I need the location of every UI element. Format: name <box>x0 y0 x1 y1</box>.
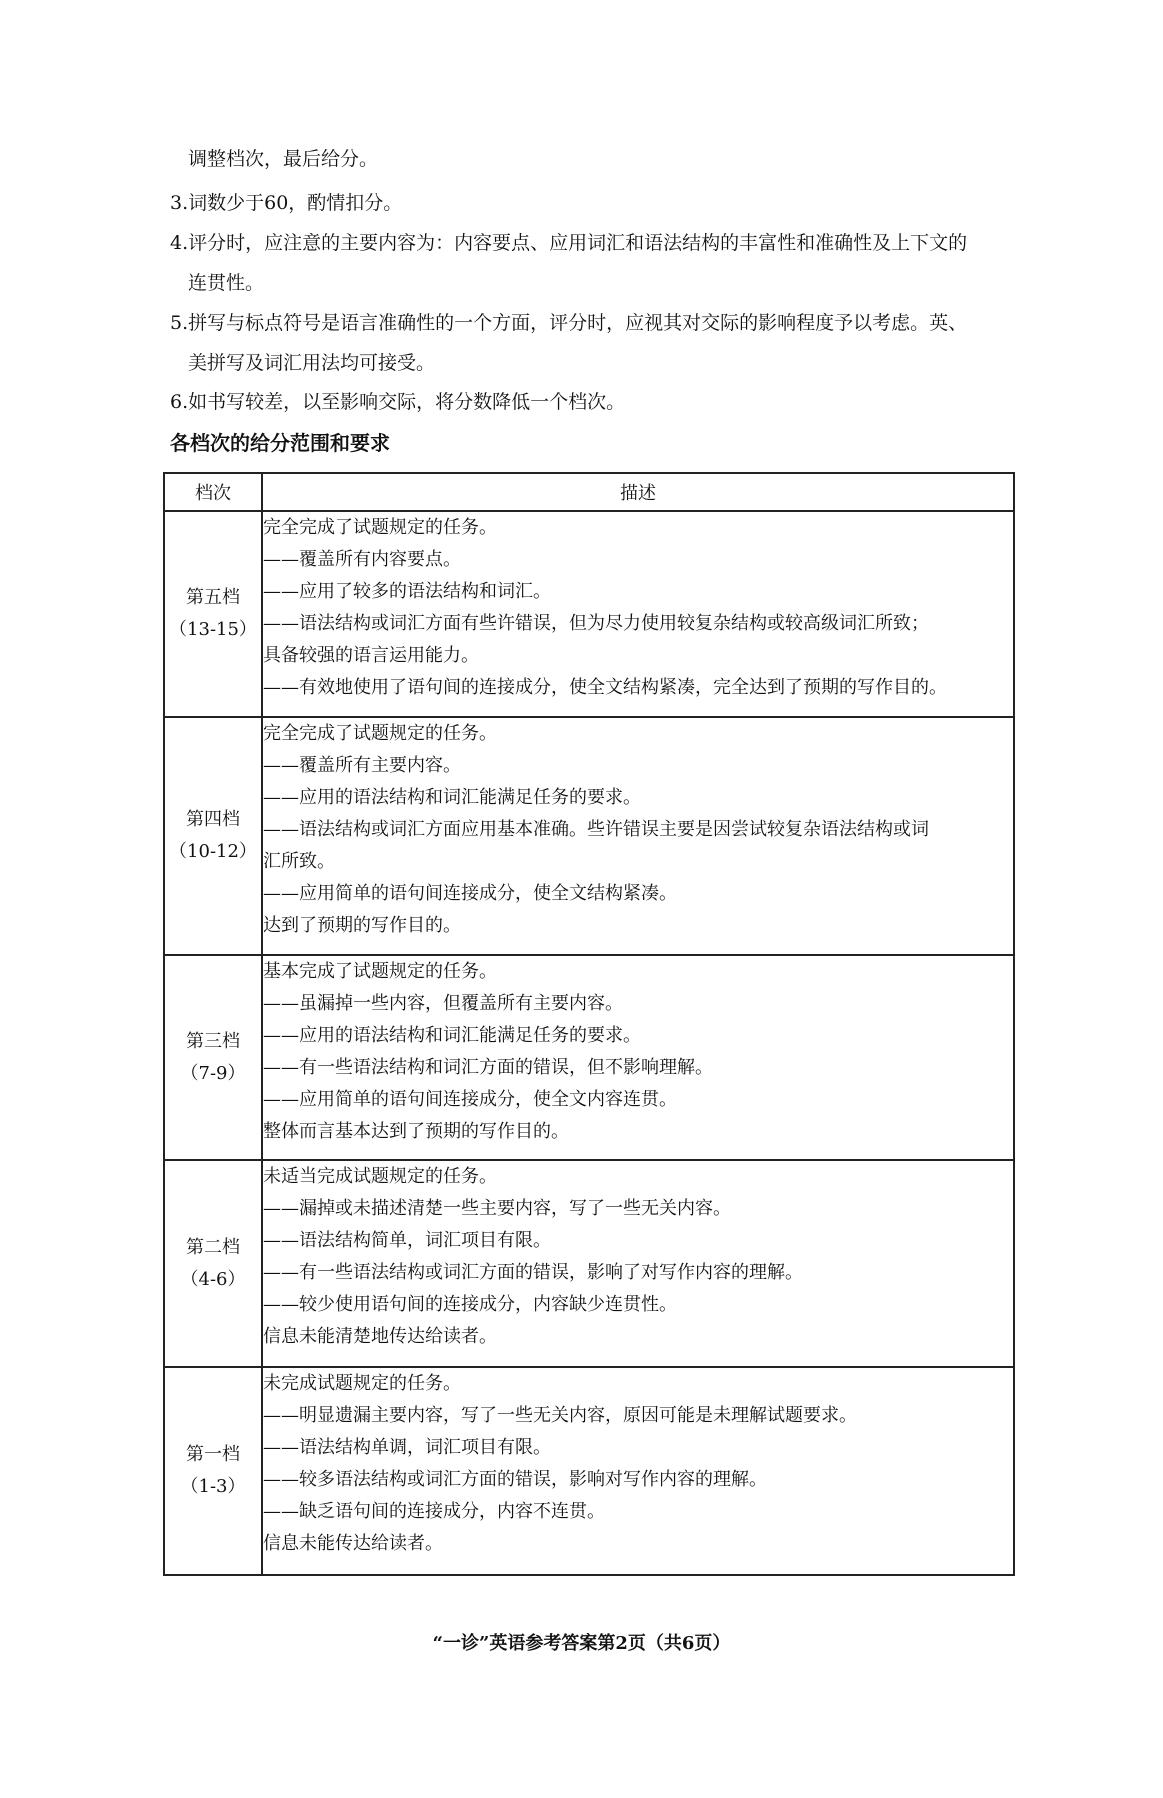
rubric-table <box>163 472 1015 1576</box>
description-line: ——有效地使用了语句间的连接成分，使全文结构紧凑，完全达到了预期的写作目的。 <box>263 677 947 698</box>
intro-line: 4.评分时，应注意的主要内容为：内容要点、应用词汇和语法结构的丰富性和准确性及上下文的 <box>170 232 968 254</box>
intro-line: 3.词数少于60，酌情扣分。 <box>170 192 403 214</box>
description-line: ——覆盖所有内容要点。 <box>263 549 461 570</box>
page-footer: “一诊”英语参考答案第2页（共6页） <box>432 1633 731 1654</box>
intro-line: 6.如书写较差，以至影响交际，将分数降低一个档次。 <box>170 391 626 413</box>
description-cell <box>262 511 1014 717</box>
description-line: ——应用的语法结构和词汇能满足任务的要求。 <box>263 787 641 808</box>
table-row <box>164 1367 1014 1575</box>
level-name: 第四档 <box>186 809 240 830</box>
header-level: 档次 <box>164 473 262 511</box>
table-header-row <box>164 473 1014 511</box>
description-line: ——虽漏掉一些内容，但覆盖所有主要内容。 <box>263 993 623 1014</box>
level-range: （7-9） <box>180 1062 246 1084</box>
description-line: 未完成试题规定的任务。 <box>263 1373 461 1394</box>
level-range: （13-15） <box>169 619 257 640</box>
description-line: ——缺乏语句间的连接成分，内容不连贯。 <box>263 1501 605 1522</box>
level-cell <box>164 717 262 955</box>
description-line: 未适当完成试题规定的任务。 <box>263 1166 497 1187</box>
description-line: ——较少使用语句间的连接成分，内容缺少连贯性。 <box>263 1294 677 1315</box>
table-row <box>164 717 1014 955</box>
description-line: 整体而言基本达到了预期的写作目的。 <box>263 1121 569 1142</box>
description-line: ——语法结构或词汇方面有些许错误，但为尽力使用较复杂结构或较高级词汇所致； <box>263 613 929 634</box>
level-cell <box>164 1367 262 1575</box>
description-line: ——覆盖所有主要内容。 <box>263 755 461 776</box>
level-cell <box>164 511 262 717</box>
description-line: 信息未能传达给读者。 <box>263 1533 443 1554</box>
intro-line: 美拼写及词汇用法均可接受。 <box>188 352 436 374</box>
level-name: 第五档 <box>186 587 240 608</box>
level-range: （10-12） <box>169 841 257 862</box>
description-line: ——应用了较多的语法结构和词汇。 <box>263 581 551 602</box>
description-line: 基本完成了试题规定的任务。 <box>263 961 497 982</box>
description-line: ——漏掉或未描述清楚一些主要内容，写了一些无关内容。 <box>263 1198 731 1219</box>
level-cell <box>164 1160 262 1367</box>
table-row <box>164 1160 1014 1367</box>
description-line: ——有一些语法结构和词汇方面的错误，但不影响理解。 <box>263 1057 713 1078</box>
description-line: ——应用简单的语句间连接成分，使全文结构紧凑。 <box>263 883 677 904</box>
intro-line: 调整档次，最后给分。 <box>188 148 379 170</box>
description-cell <box>262 955 1014 1160</box>
description-line: 信息未能清楚地传达给读者。 <box>263 1326 497 1347</box>
description-line: ——较多语法结构或词汇方面的错误，影响对写作内容的理解。 <box>263 1469 767 1490</box>
level-range: （1-3） <box>180 1476 246 1497</box>
level-name: 第三档 <box>186 1030 240 1052</box>
description-line: ——语法结构简单，词汇项目有限。 <box>263 1230 551 1251</box>
table-row <box>164 955 1014 1160</box>
description-line: ——语法结构单调，词汇项目有限。 <box>263 1437 551 1458</box>
header-description: 描述 <box>262 473 1014 511</box>
level-cell <box>164 955 262 1160</box>
description-line: ——应用简单的语句间连接成分，使全文内容连贯。 <box>263 1089 677 1110</box>
description-line: ——语法结构或词汇方面应用基本准确。些许错误主要是因尝试较复杂语法结构或词 <box>263 819 929 840</box>
intro-line: 连贯性。 <box>188 272 265 294</box>
description-cell <box>262 717 1014 955</box>
table-row <box>164 511 1014 717</box>
description-cell <box>262 1160 1014 1367</box>
description-line: 完全完成了试题规定的任务。 <box>263 723 497 744</box>
description-line: ——明显遗漏主要内容，写了一些无关内容，原因可能是未理解试题要求。 <box>263 1405 857 1426</box>
section-title: 各档次的给分范围和要求 <box>170 431 390 455</box>
intro-line: 5.拼写与标点符号是语言准确性的一个方面，评分时，应视其对交际的影响程度予以考虑。英、 <box>170 312 968 334</box>
description-line: 汇所致。 <box>263 851 335 872</box>
level-name: 第二档 <box>186 1236 240 1258</box>
description-line: ——有一些语法结构或词汇方面的错误，影响了对写作内容的理解。 <box>263 1262 803 1283</box>
description-line: ——应用的语法结构和词汇能满足任务的要求。 <box>263 1025 641 1046</box>
level-range: （4-6） <box>180 1268 246 1290</box>
level-name: 第一档 <box>186 1444 240 1465</box>
description-cell <box>262 1367 1014 1575</box>
description-line: 达到了预期的写作目的。 <box>263 915 461 936</box>
description-line: 完全完成了试题规定的任务。 <box>263 517 497 538</box>
description-line: 具备较强的语言运用能力。 <box>263 645 479 666</box>
